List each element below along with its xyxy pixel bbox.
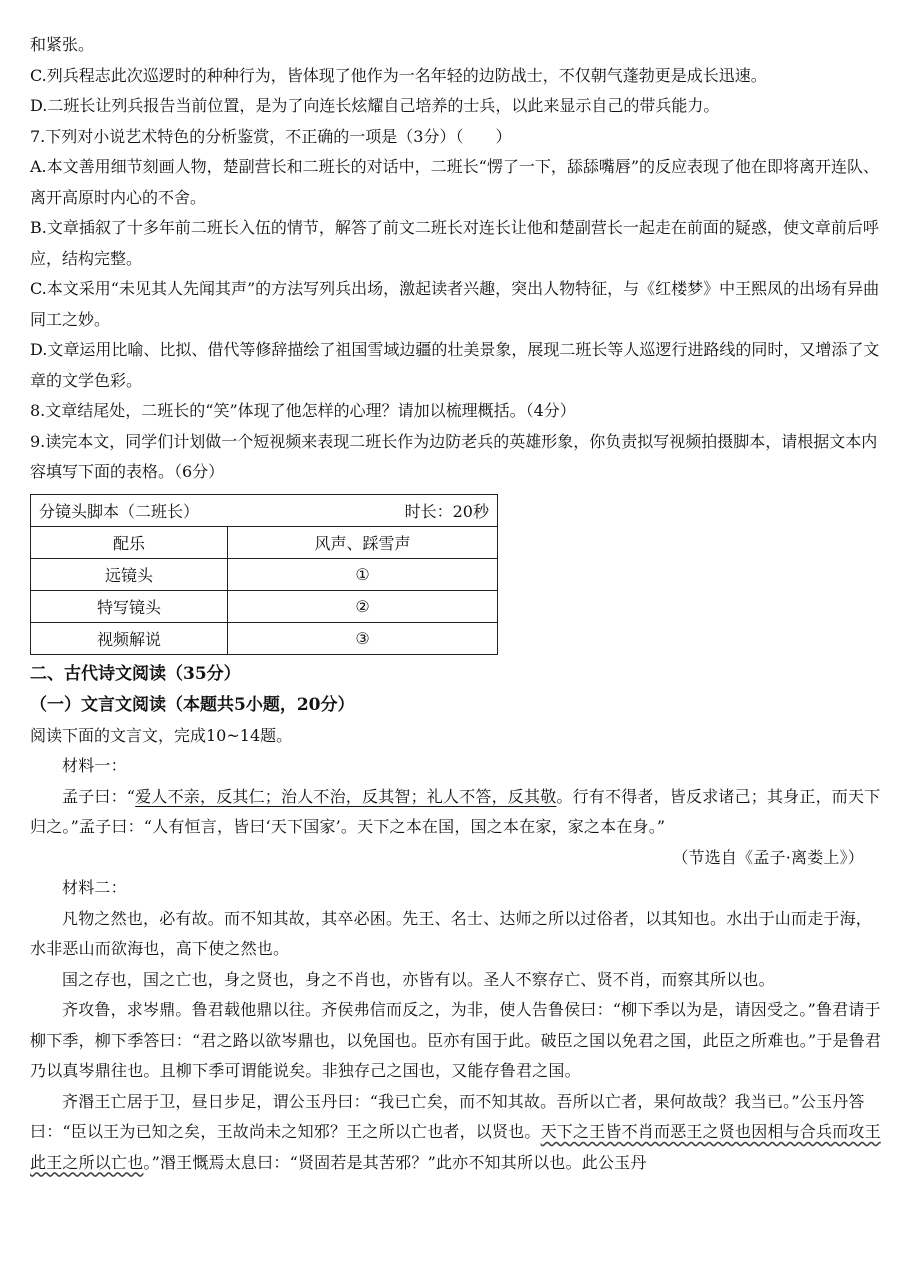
q9-stem: 9.读完本文，同学们计划做一个短视频来表现二班长作为边防老兵的英雄形象，你负责拟写视频拍摄脚本，请根据文本内容填写下面的表格。（6分） bbox=[30, 431, 878, 481]
material-2-paragraph-1: 凡物之然也，必有故。而不知其故，其卒必困。先王、名士、达师之所以过俗者，以其知也。水出于山而走于海，水非恶山而欲海也，高下使之然也。 bbox=[30, 908, 873, 958]
m2-wavy-underlined-text: 天下之王皆不肖而恶王之贤也因相与合兵而攻王此王之所以亡也 bbox=[30, 1122, 881, 1172]
storyboard-header-row bbox=[31, 494, 498, 526]
m1-text-pre: 孟子曰：“ bbox=[62, 786, 136, 806]
table-row bbox=[31, 590, 498, 622]
m1-text-post: 。行有不得者，皆反求诸己；其身正，而天下归之。”孟子曰：“人有恒言，皆曰‘天下国家’。天下之本在国，国之本在家，家之本在身。” bbox=[30, 786, 881, 836]
material-1-label: 材料一： bbox=[62, 756, 127, 775]
material-1-source: （节选自《孟子·离娄上》） bbox=[672, 847, 864, 867]
material-1-paragraph bbox=[30, 782, 882, 843]
material-2-paragraph-4 bbox=[30, 1087, 882, 1179]
row-value: ③ bbox=[228, 622, 498, 654]
q7-stem: 7.下列对小说艺术特色的分析鉴赏，不正确的一项是（3分）（ ） bbox=[30, 126, 512, 146]
row-value: 风声、踩雪声 bbox=[228, 526, 498, 558]
material-2-paragraph-2: 国之存也，国之亡也，身之贤也，身之不肖也，亦皆有以。圣人不察存亡、贤不肖，而察其所以也。 bbox=[62, 969, 775, 989]
q8-stem: 8.文章结尾处，二班长的“笑”体现了他怎样的心理？请加以梳理概括。（4分） bbox=[30, 401, 576, 420]
row-label: 远镜头 bbox=[31, 558, 228, 590]
section-intro: 阅读下面的文言文，完成10~14题。 bbox=[30, 725, 293, 745]
row-value: ① bbox=[228, 558, 498, 590]
subsection-title: （一）文言文阅读（本题共5小题，20分） bbox=[30, 694, 355, 715]
q6-tail: 和紧张。 bbox=[30, 35, 95, 54]
row-label: 配乐 bbox=[31, 526, 228, 558]
row-label: 特写镜头 bbox=[31, 590, 228, 622]
storyboard-duration: 时长：20秒 bbox=[404, 501, 489, 521]
q7-option-b: B.文章插叙了十多年前二班长入伍的情节，解答了前文二班长对连长让他和楚副营长一起走在前面的疑惑，使文章前后呼应，结构完整。 bbox=[30, 218, 879, 268]
material-2-paragraph-3: 齐攻鲁，求岑鼎。鲁君载他鼎以往。齐侯弗信而反之，为非，使人告鲁侯曰：“柳下季以为是，请因受之。”鲁君请于柳下季，柳下季答曰：“君之路以欲岑鼎也，以免国也。臣亦有国于此。破臣之国以免君之国，此臣之所难也。”于是鲁君乃以真岑鼎往也。且柳下季可谓能说矣。非独存己之国也，又能存鲁君之国。 bbox=[30, 1000, 882, 1080]
m2-text-post: 。”湣王慨焉太息曰：“贤固若是其苦邪？”此亦不知其所以也。此公玉丹 bbox=[143, 1152, 647, 1172]
storyboard-title: 分镜头脚本（二班长） bbox=[39, 501, 200, 521]
storyboard-table bbox=[30, 494, 498, 655]
table-row bbox=[31, 622, 498, 654]
material-2-label: 材料二： bbox=[62, 878, 127, 897]
q6-option-d: D.二班长让列兵报告当前位置，是为了向连长炫耀自己培养的士兵，以此来显示自己的带兵能力。 bbox=[30, 96, 720, 115]
row-label: 视频解说 bbox=[31, 622, 228, 654]
table-row bbox=[31, 558, 498, 590]
m1-underlined-text: 爱人不亲，反其仁；治人不治，反其智；礼人不答，反其敬 bbox=[135, 786, 557, 806]
q7-option-d: D.文章运用比喻、比拟、借代等修辞描绘了祖国雪域边疆的壮美景象，展现二班长等人巡逻行进路线的同时，又增添了文章的文学色彩。 bbox=[30, 340, 880, 390]
q7-option-a: A.本文善用细节刻画人物，楚副营长和二班长的对话中，二班长“愣了一下，舔舔嘴唇”的反应表现了他在即将离开连队、离开高原时内心的不舍。 bbox=[30, 157, 880, 207]
q6-option-c: C.列兵程志此次巡逻时的种种行为，皆体现了他作为一名年轻的边防战士，不仅朝气蓬勃更是成长迅速。 bbox=[30, 65, 767, 85]
section-title: 二、古代诗文阅读（35分） bbox=[30, 663, 241, 684]
q7-option-c: C.本文采用“未见其人先闻其声”的方法写列兵出场，激起读者兴趣，突出人物特征，与《红楼梦》中王熙凤的出场有异曲同工之妙。 bbox=[30, 279, 880, 329]
table-row bbox=[31, 526, 498, 558]
exam-page bbox=[30, 30, 882, 1178]
m2-text-pre: 齐湣王亡居于卫，昼日步足，谓公玉丹曰：“我已亡矣，而不知其故。吾所以亡者，果何故哉？我当已。”公玉丹答曰：“臣以王为已知之矣，王故尚未之知邪？王之所以亡也者，以贤也。 bbox=[30, 1091, 865, 1141]
row-value: ② bbox=[228, 590, 498, 622]
